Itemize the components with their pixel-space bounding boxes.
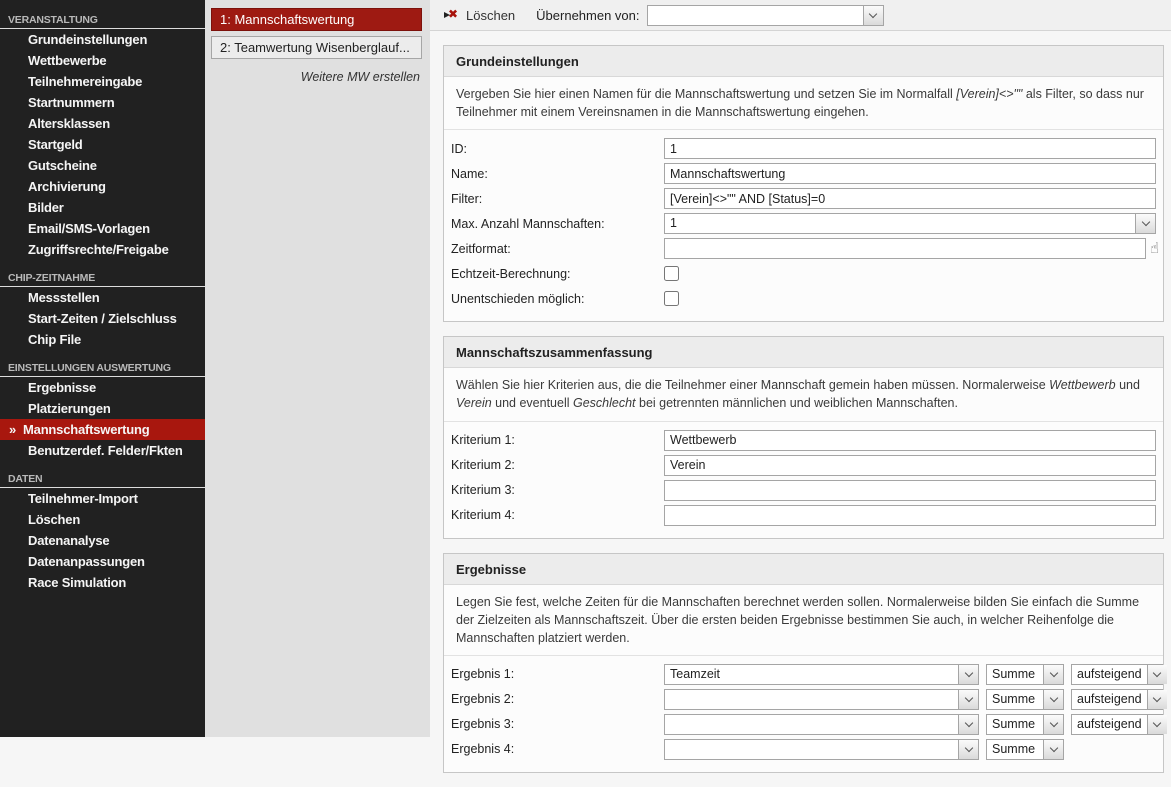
sidebar-item-race-simulation[interactable]: Race Simulation [28, 575, 127, 590]
filter-label: Filter: [451, 191, 483, 206]
desc-em-geschlecht: Geschlecht [572, 396, 636, 411]
sidebar [0, 0, 205, 737]
kriterium-3-input[interactable] [664, 480, 1156, 501]
chevron-down-icon [964, 744, 972, 752]
field-row-kriterium-3 [451, 478, 1163, 503]
ergebnis-1-agg-value: Summe [992, 666, 1036, 681]
field-row-kriterium-2 [451, 453, 1163, 478]
ergebnis-2-dropdown-button[interactable] [958, 690, 978, 709]
sidebar-item-gutscheine[interactable]: Gutscheine [28, 158, 97, 173]
section-title: Ergebnisse [444, 554, 1163, 585]
desc-em-verein: Verein [456, 396, 492, 411]
ergebnis-3-agg-value: Summe [992, 716, 1036, 731]
sidebar-item-archivierung[interactable]: Archivierung [28, 179, 106, 194]
field-row-ergebnis-2 [451, 687, 1163, 712]
ergebnis-1-order-value: aufsteigend [1077, 666, 1142, 681]
ergebnis-2-order-value: aufsteigend [1077, 691, 1142, 706]
ergebnis-3-dropdown-button[interactable] [958, 715, 978, 734]
ergebnis-3-agg-select[interactable] [986, 714, 1064, 735]
field-row-kriterium-1 [451, 428, 1163, 453]
sidebar-item-label: Mannschaftswertung [23, 422, 150, 437]
ergebnis-4-agg-dropdown-button[interactable] [1043, 740, 1063, 759]
field-row-echtzeit [451, 261, 1163, 286]
ergebnis-2-select[interactable] [664, 689, 979, 710]
ergebnis-2-agg-value: Summe [992, 691, 1036, 706]
sidebar-item-datenanpassungen[interactable]: Datenanpassungen [28, 554, 145, 569]
section-body [444, 130, 1163, 321]
field-row-filter [451, 186, 1163, 211]
apply-from-value [648, 6, 863, 25]
tab-mannschaftswertung-1[interactable]: 1: Mannschaftswertung [211, 8, 422, 31]
chevron-down-icon [1153, 694, 1161, 702]
ergebnis-1-label: Ergebnis 1: [451, 667, 515, 682]
sidebar-item-teilnehmereingabe[interactable]: Teilnehmereingabe [28, 74, 143, 89]
field-row-ergebnis-4 [451, 737, 1163, 762]
section-description [444, 77, 1163, 130]
sidebar-section-veranstaltung: VERANSTALTUNG [0, 9, 205, 29]
mw-list-panel [205, 0, 430, 737]
sidebar-item-ergebnisse[interactable]: Ergebnisse [28, 380, 97, 395]
section-description [444, 585, 1163, 656]
sidebar-item-benutzerdef-felder-fkten[interactable]: Benutzerdef. Felder/Fkten [28, 443, 183, 458]
sidebar-item-teilnehmer-import[interactable]: Teilnehmer-Import [28, 491, 138, 506]
desc-em-filter: [Verein]<>"" [956, 87, 1023, 101]
sidebar-item-email-sms-vorlagen[interactable]: Email/SMS-Vorlagen [28, 221, 150, 236]
zeitformat-label: Zeitformat: [451, 241, 511, 256]
desc-text: Wählen Sie hier Kriterien aus, die die Teilnehmer einer Mannschaft gemein haben müssen. Normalerweise [456, 378, 1050, 393]
sidebar-section-einstellungen-auswertung: EINSTELLUNGEN AUSWERTUNG [0, 357, 205, 377]
sidebar-item-startnummern[interactable]: Startnummern [28, 95, 115, 110]
section-title: Mannschaftszusammenfassung [444, 337, 1163, 368]
kriterium-1-input[interactable] [664, 430, 1156, 451]
desc-text: Legen Sie fest, welche Zeiten für die Mannschaften berechnet werden sollen. Normalerweise bilden Sie einfach die Summe der Zielzeiten als Mannschaftszeit. Über die ersten beiden Ergebnisse bestimmen Sie auch, in welcher Reihenfolge die Mannschaften platziert werden. [456, 594, 1140, 645]
echtzeit-label: Echtzeit-Berechnung: [451, 266, 571, 281]
ergebnis-2-label: Ergebnis 2: [451, 692, 515, 707]
section-grundeinstellungen [443, 45, 1164, 322]
ergebnis-4-select[interactable] [664, 739, 979, 760]
apply-from-select[interactable] [647, 5, 884, 26]
field-row-id [451, 136, 1163, 161]
field-row-name [451, 161, 1163, 186]
chevron-down-icon [1049, 719, 1057, 727]
section-mannschaftszusammenfassung [443, 336, 1164, 538]
section-description [444, 368, 1163, 421]
max-teams-label: Max. Anzahl Mannschaften: [451, 216, 605, 231]
sidebar-item-chip-file[interactable]: Chip File [28, 332, 82, 347]
ergebnis-3-order-dropdown-button[interactable] [1147, 715, 1167, 734]
chevron-down-icon [1153, 669, 1161, 677]
ergebnis-3-label: Ergebnis 3: [451, 717, 515, 732]
field-row-kriterium-4 [451, 503, 1163, 528]
desc-text: Vergeben Sie hier einen Namen für die Mannschaftswertung und setzen Sie im Normalfall [456, 87, 957, 101]
kriterium-1-label: Kriterium 1: [451, 433, 515, 447]
ergebnis-2-agg-dropdown-button[interactable] [1043, 690, 1063, 709]
delete-button[interactable] [445, 8, 515, 23]
field-row-ergebnis-3 [451, 712, 1163, 737]
ergebnis-1-value: Teamzeit [670, 666, 721, 681]
ergebnis-1-dropdown-button[interactable] [958, 665, 978, 684]
name-label: Name: [451, 166, 488, 181]
apply-from-label: Übernehmen von: [536, 7, 640, 23]
ergebnis-3-order-value: aufsteigend [1077, 716, 1142, 731]
section-title: Grundeinstellungen [444, 46, 1163, 77]
ergebnis-3-value [665, 715, 958, 734]
hand-pointer-icon[interactable]: ☝ [1150, 239, 1160, 258]
delete-x-icon: ✖ [445, 8, 462, 23]
ergebnis-4-agg-value: Summe [992, 741, 1036, 756]
kriterium-4-label: Kriterium 4: [451, 508, 515, 522]
sidebar-section-chip-zeitnahme: CHIP-ZEITNAHME [0, 267, 205, 287]
chevron-down-icon [964, 694, 972, 702]
ergebnis-2-order-dropdown-button[interactable] [1147, 690, 1167, 709]
id-label: ID: [451, 141, 467, 156]
ergebnis-1-agg-select[interactable] [986, 664, 1064, 685]
section-body [444, 422, 1163, 538]
sidebar-item-bilder[interactable]: Bilder [28, 200, 64, 215]
chevron-down-icon [869, 9, 877, 17]
ergebnis-4-value [665, 740, 958, 759]
ergebnis-1-select[interactable] [664, 664, 979, 685]
chevron-down-icon [1141, 218, 1149, 226]
kriterium-2-input[interactable] [664, 455, 1156, 476]
ergebnis-2-value [665, 690, 958, 709]
delete-button-label: Löschen [466, 7, 516, 23]
field-row-zeitformat [451, 236, 1163, 261]
sidebar-item-messstellen[interactable]: Messstellen [28, 290, 100, 305]
sidebar-item-grundeinstellungen[interactable]: Grundeinstellungen [28, 32, 148, 47]
name-input[interactable] [664, 163, 1156, 184]
sidebar-item-mannschaftswertung[interactable] [0, 419, 205, 440]
toolbar [430, 0, 1171, 31]
sidebar-item-wettbewerbe[interactable]: Wettbewerbe [28, 53, 107, 68]
desc-text: und eventuell [491, 396, 573, 411]
desc-em-wettbewerb: Wettbewerb [1049, 378, 1116, 393]
unentschieden-checkbox[interactable] [664, 291, 679, 306]
desc-text: bei getrennten männlichen und weiblichen Mannschaften. [635, 396, 958, 411]
ergebnis-3-order-select[interactable] [1071, 714, 1163, 735]
echtzeit-checkbox[interactable] [664, 266, 679, 281]
max-teams-value: 1 [670, 216, 677, 231]
chevron-down-icon [1049, 744, 1057, 752]
field-row-ergebnis-1 [451, 662, 1163, 687]
ergebnis-3-agg-dropdown-button[interactable] [1043, 715, 1063, 734]
chevron-down-icon [1049, 669, 1057, 677]
sidebar-item-zugriffsrechte-freigabe[interactable]: Zugriffsrechte/Freigabe [28, 242, 169, 257]
ergebnis-1-order-dropdown-button[interactable] [1147, 665, 1167, 684]
sidebar-item-platzierungen[interactable]: Platzierungen [28, 401, 111, 416]
section-ergebnisse [443, 553, 1164, 773]
max-teams-select[interactable] [664, 213, 1156, 234]
unentschieden-label: Unentschieden möglich: [451, 291, 585, 306]
desc-text: als Filter, so dass nur Teilnehmer mit einem Vereinsnamen in die Mannschaftswertung eingehen. [456, 87, 1144, 120]
sidebar-item-loeschen[interactable]: Löschen [28, 512, 81, 527]
filter-input[interactable] [664, 188, 1156, 209]
ergebnis-4-label: Ergebnis 4: [451, 742, 515, 757]
chevron-down-icon [964, 669, 972, 677]
field-row-unentschieden [451, 286, 1163, 311]
ergebnis-1-order-select[interactable] [1071, 664, 1163, 685]
section-body [444, 656, 1163, 772]
kriterium-4-input[interactable] [664, 505, 1156, 526]
desc-text: und [1115, 378, 1140, 393]
kriterium-3-label: Kriterium 3: [451, 483, 515, 497]
ergebnis-4-dropdown-button[interactable] [958, 740, 978, 759]
sidebar-item-start-zeiten-zielschluss[interactable]: Start-Zeiten / Zielschluss [28, 311, 177, 326]
sidebar-section-daten: DATEN [0, 468, 205, 488]
ergebnis-1-agg-dropdown-button[interactable] [1043, 665, 1063, 684]
main-area [430, 0, 1171, 757]
ergebnis-4-agg-select[interactable] [986, 739, 1064, 760]
sidebar-item-datenanalyse[interactable]: Datenanalyse [28, 533, 110, 548]
chevron-down-icon [1049, 694, 1057, 702]
max-teams-dropdown-button[interactable] [1135, 214, 1155, 233]
apply-from-dropdown-button[interactable] [863, 6, 883, 25]
kriterium-2-label: Kriterium 2: [451, 458, 515, 472]
content [430, 31, 1171, 787]
ergebnis-2-order-select[interactable] [1071, 689, 1163, 710]
zeitformat-input[interactable] [664, 238, 1146, 259]
sidebar-item-startgeld[interactable]: Startgeld [28, 137, 83, 152]
ergebnis-3-select[interactable] [664, 714, 979, 735]
chevron-down-icon [964, 719, 972, 727]
id-input[interactable] [664, 138, 1156, 159]
apply-from-group [536, 5, 883, 26]
sidebar-item-altersklassen[interactable]: Altersklassen [28, 116, 110, 131]
active-item-marker: » [9, 422, 17, 437]
chevron-down-icon [1153, 719, 1161, 727]
tab-teamwertung-2[interactable]: 2: Teamwertung Wisenberglauf... [211, 36, 422, 59]
create-mw-link[interactable]: Weitere MW erstellen [300, 70, 420, 84]
field-row-max-teams [451, 211, 1163, 236]
ergebnis-2-agg-select[interactable] [986, 689, 1064, 710]
